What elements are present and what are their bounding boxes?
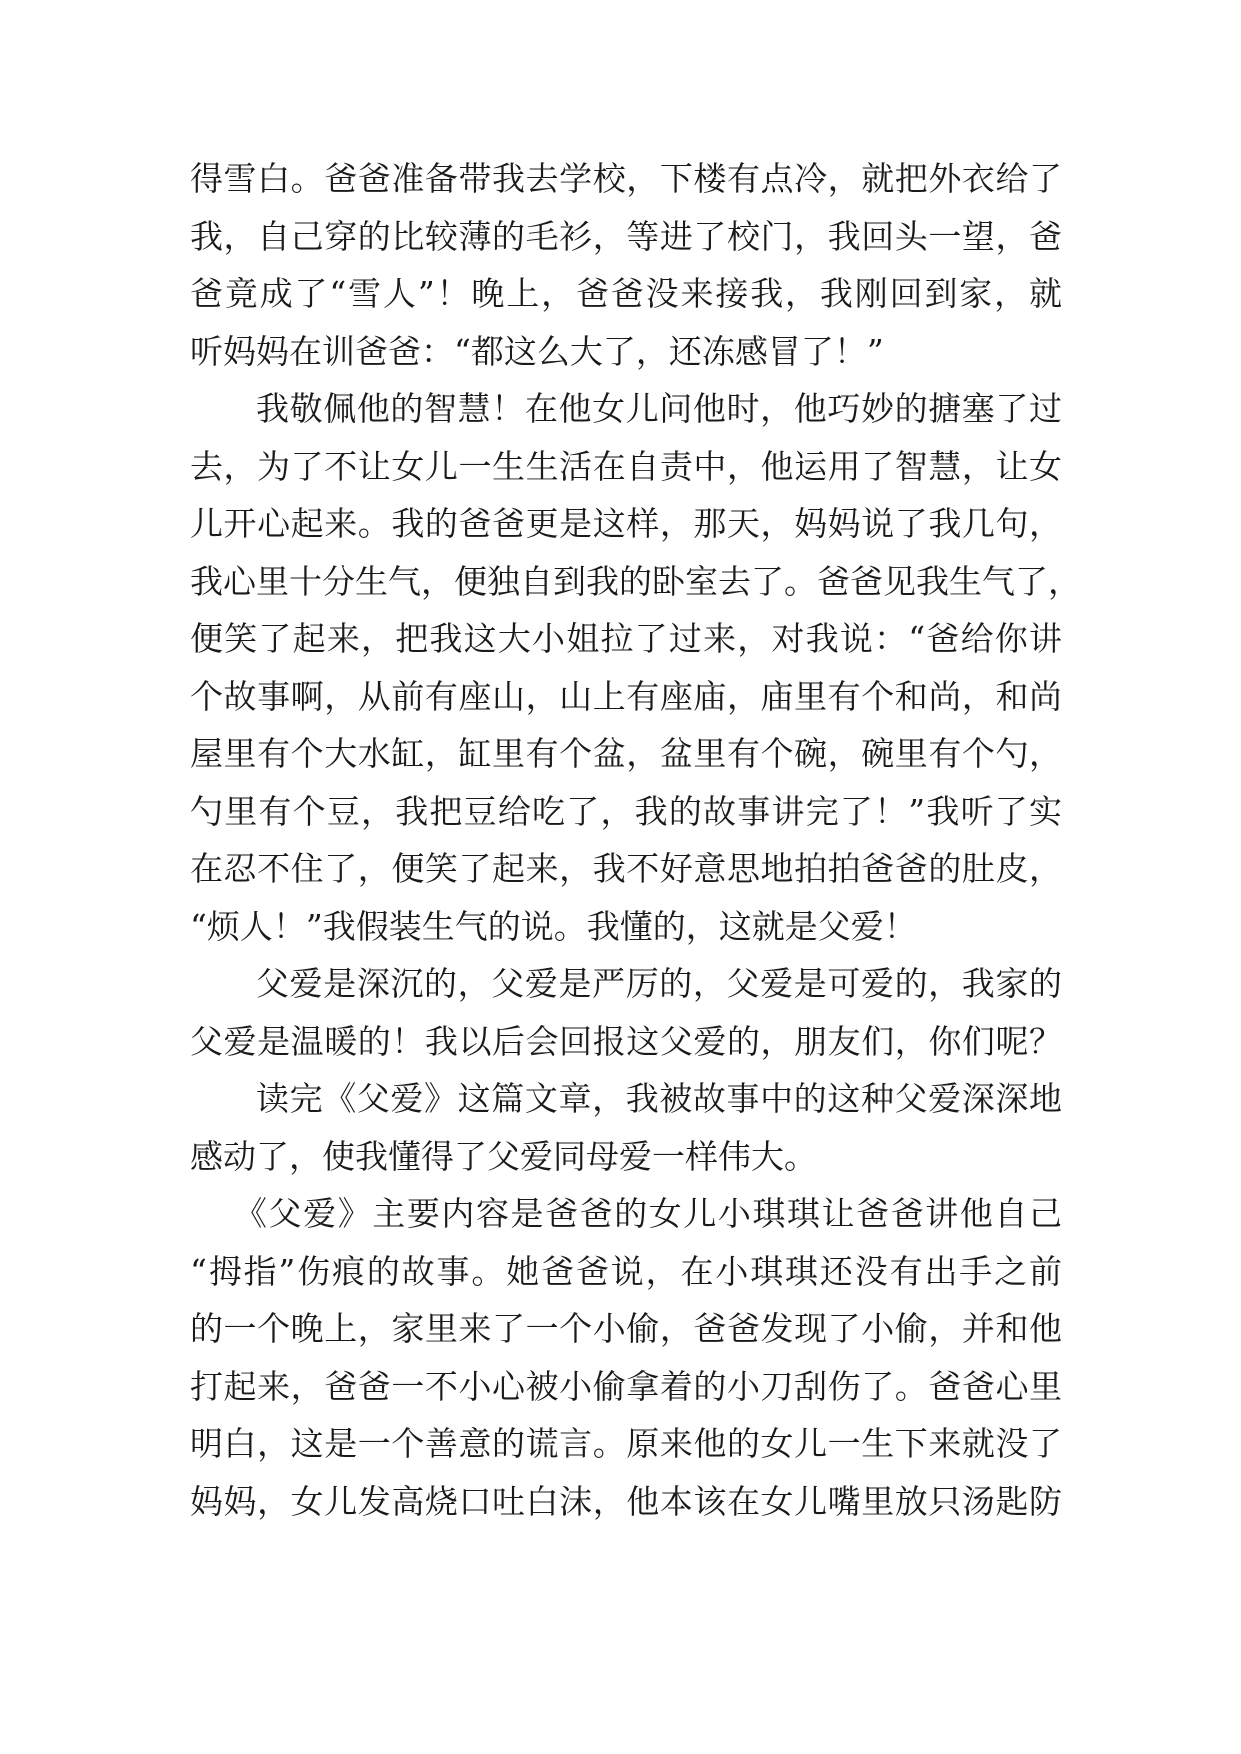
text-line: 感动了，使我懂得了父爱同母爱一样伟大。 (190, 1136, 817, 1176)
text-line: 父爱是深沉的，父爱是严厉的，父爱是可爱的，我家的 (256, 964, 1062, 1003)
text-line: 在忍不住了，便笑了起来，我不好意思地拍拍爸爸的肚皮， (190, 849, 1062, 888)
paragraph-2 (190, 380, 1081, 955)
text-line: 个故事啊，从前有座山，山上有座庙，庙里有个和尚，和尚 (190, 676, 1062, 716)
text-line: 屋里有个大水缸，缸里有个盆，盆里有个碗，碗里有个勺， (190, 734, 1062, 773)
text-line: 爸竟成了“雪人”！晚上，爸爸没来接我，我刚回到家，就 (190, 274, 1062, 313)
text-line: 得雪白。爸爸准备带我去学校，下楼有点冷，就把外衣给了 (190, 159, 1062, 198)
paragraph-4 (190, 1070, 1062, 1185)
text-line: 听妈妈在训爸爸：“都这么大了，还冻感冒了！” (190, 331, 884, 371)
text-line: 勺里有个豆，我把豆给吃了，我的故事讲完了！”我听了实 (190, 791, 1062, 831)
paragraph-3 (190, 955, 1062, 1070)
text-line: 我敬佩他的智慧！在他女儿问他时，他巧妙的搪塞了过 (256, 389, 1062, 428)
text-line: 读完《父爱》这篇文章，我被故事中的这种父爱深深地 (256, 1079, 1062, 1118)
text-line: 的一个晚上，家里来了一个小偷，爸爸发现了小偷，并和他 (190, 1309, 1062, 1348)
document-body (190, 150, 1081, 1530)
paragraph-5 (190, 1185, 1062, 1530)
text-line: 儿开心起来。我的爸爸更是这样，那天，妈妈说了我几句， (190, 504, 1062, 543)
text-line: 《父爱》主要内容是爸爸的女儿小琪琪让爸爸讲他自己 (234, 1194, 1062, 1233)
text-line: 打起来，爸爸一不小心被小偷拿着的小刀刮伤了。爸爸心里 (190, 1366, 1062, 1406)
text-line: 父爱是温暖的！我以后会回报这父爱的，朋友们，你们呢？ (190, 1021, 1062, 1061)
text-line: 去，为了不让女儿一生生活在自责中，他运用了智慧，让女 (190, 446, 1062, 486)
text-line: “烦人！”我假装生气的说。我懂的，这就是父爱！ (190, 906, 917, 946)
text-line: 我心里十分生气，便独自到我的卧室去了。爸爸见我生气了， (190, 561, 1081, 601)
text-line: 明白，这是一个善意的谎言。原来他的女儿一生下来就没了 (190, 1424, 1062, 1463)
text-line: 便笑了起来，把我这大小姐拉了过来，对我说：“爸给你讲 (190, 619, 1062, 658)
paragraph-1 (190, 150, 1062, 380)
text-line: 我，自己穿的比较薄的毛衫，等进了校门，我回头一望，爸 (190, 216, 1062, 256)
text-line: 妈妈，女儿发高烧口吐白沫，他本该在女儿嘴里放只汤匙防 (190, 1481, 1062, 1521)
text-line: “拇指”伤痕的故事。她爸爸说，在小琪琪还没有出手之前 (190, 1251, 1062, 1291)
